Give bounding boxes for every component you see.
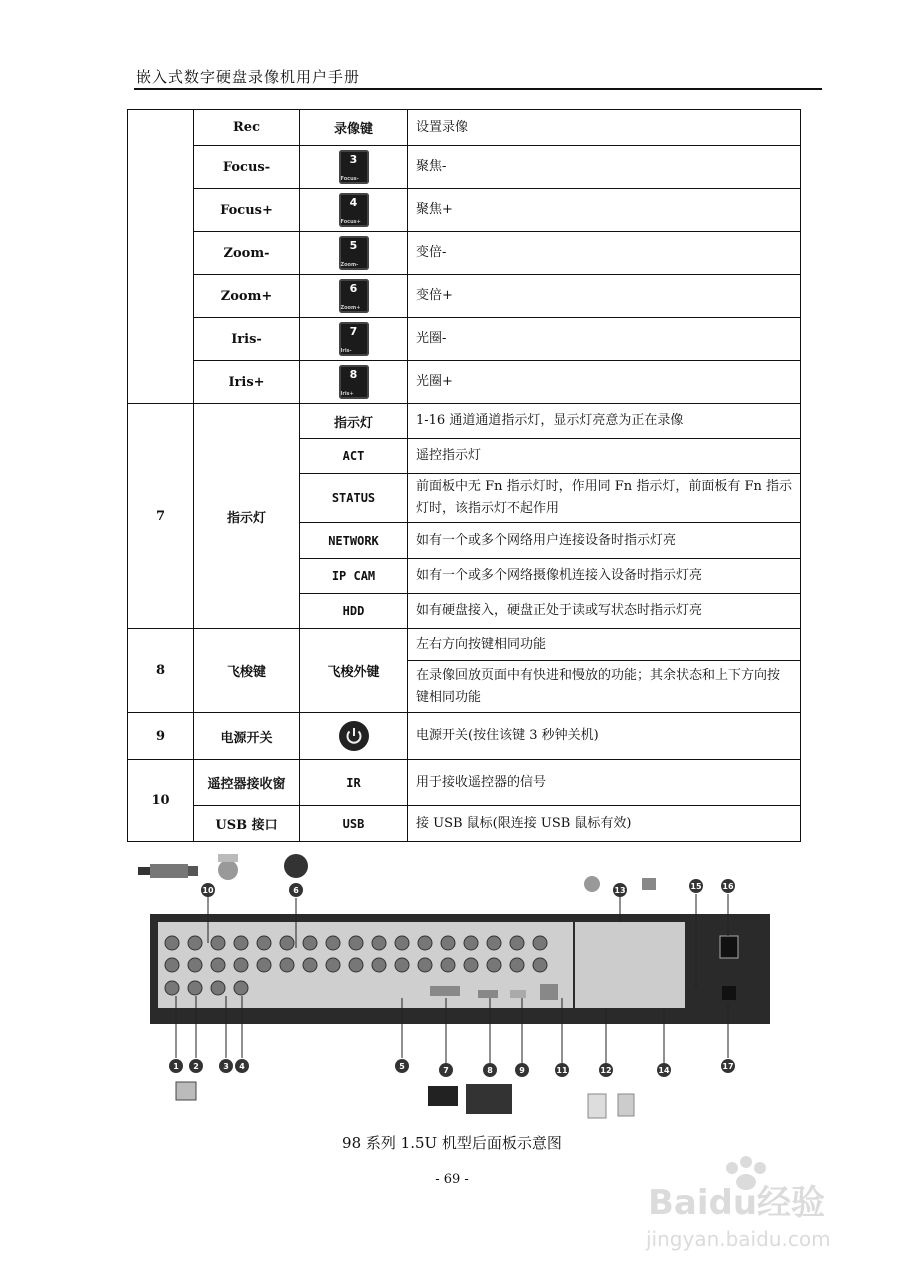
iris-plus-key-icon: 8 Iris+ xyxy=(339,365,369,399)
cell-num: 8 xyxy=(128,629,194,713)
cell-desc: 前面板中无 Fn 指示灯时，作用同 Fn 指示灯，前面板有 Fn 指示灯时，该指示灯不起作用 xyxy=(408,474,801,523)
callout-14: 14 xyxy=(658,1066,670,1075)
cell-key: ACT xyxy=(300,439,408,474)
cell-desc: 在录像回放页面中有快进和慢放的功能；其余状态和上下方向按键相同功能 xyxy=(408,661,801,713)
cell-desc: 如有一个或多个网络摄像机连接入设备时指示灯亮 xyxy=(408,559,801,594)
cell-key: HDD xyxy=(300,594,408,629)
usb-port xyxy=(510,990,526,998)
table-row xyxy=(128,806,801,842)
cell-name: Iris+ xyxy=(194,361,300,404)
focus-plus-key-icon: 4 Focus+ xyxy=(339,193,369,227)
cell-desc: 如有硬盘接入，硬盘正处于读或写状态时指示灯亮 xyxy=(408,594,801,629)
callout-9: 9 xyxy=(519,1066,525,1075)
cell-name: 电源开关 xyxy=(194,713,300,760)
lan-port xyxy=(540,984,558,1000)
baidu-watermark xyxy=(640,1150,860,1260)
tv-monitor-icon xyxy=(466,1084,512,1114)
watermark-brand: Baidu经验 xyxy=(648,1183,826,1223)
alarm-siren-icon xyxy=(618,1094,634,1116)
monitor-icon xyxy=(428,1086,458,1106)
power-icon xyxy=(339,721,369,751)
cell-desc: 左右方向按键相同功能 xyxy=(408,629,801,661)
callout-10: 10 xyxy=(202,886,214,895)
cell-key xyxy=(300,232,408,275)
cell-key xyxy=(300,361,408,404)
cell-desc: 变倍- xyxy=(408,232,801,275)
callout-3: 3 xyxy=(223,1062,229,1071)
cell-num xyxy=(128,110,194,404)
cell-name: USB 接口 xyxy=(194,806,300,842)
callout-16: 16 xyxy=(722,882,734,891)
watermark-url: jingyan.baidu.com xyxy=(646,1227,831,1251)
table-row xyxy=(128,110,801,146)
table-row xyxy=(128,189,801,232)
cell-name: Focus+ xyxy=(194,189,300,232)
table-row xyxy=(128,629,801,661)
callout-2: 2 xyxy=(193,1062,199,1071)
zoom-plus-key-icon: 6 Zoom+ xyxy=(339,279,369,313)
cell-key: STATUS xyxy=(300,474,408,523)
cell-key: USB xyxy=(300,806,408,842)
focus-minus-key-icon: 3 Focus- xyxy=(339,150,369,184)
cell-key: 飞梭外键 xyxy=(300,629,408,713)
callout-5: 5 xyxy=(399,1062,405,1071)
cell-desc: 光圈+ xyxy=(408,361,801,404)
document-header: 嵌入式数字硬盘录像机用户手册 xyxy=(136,68,361,86)
cell-desc: 1-16 通道通道指示灯，显示灯亮意为正在录像 xyxy=(408,404,801,439)
alarm-terminal-block xyxy=(575,922,685,1008)
cell-desc: 变倍+ xyxy=(408,275,801,318)
cell-key: 录像键 xyxy=(300,110,408,146)
table-row xyxy=(128,232,801,275)
camera-icon xyxy=(138,864,198,878)
cell-desc: 如有一个或多个网络用户连接设备时指示灯亮 xyxy=(408,523,801,559)
zoom-minus-key-icon: 5 Zoom- xyxy=(339,236,369,270)
cell-desc: 聚焦- xyxy=(408,146,801,189)
table-row xyxy=(128,361,801,404)
cell-key: NETWORK xyxy=(300,523,408,559)
callout-6: 6 xyxy=(293,886,299,895)
alarm-sensor-icon xyxy=(588,1094,606,1118)
callout-15: 15 xyxy=(690,882,702,891)
cell-desc: 接 USB 鼠标(限连接 USB 鼠标有效) xyxy=(408,806,801,842)
callout-8: 8 xyxy=(487,1066,493,1075)
cell-key xyxy=(300,275,408,318)
cell-key: IP CAM xyxy=(300,559,408,594)
callout-11: 11 xyxy=(556,1066,568,1075)
cell-desc: 遥控指示灯 xyxy=(408,439,801,474)
cell-desc: 设置录像 xyxy=(408,110,801,146)
cell-key xyxy=(300,146,408,189)
cell-desc: 聚焦+ xyxy=(408,189,801,232)
cell-name: Focus- xyxy=(194,146,300,189)
cell-name: 飞梭键 xyxy=(194,629,300,713)
callout-17: 17 xyxy=(722,1062,734,1071)
rear-panel-diagram xyxy=(130,848,790,1128)
vga-port xyxy=(430,986,460,996)
dc-input xyxy=(722,986,736,1000)
cell-num: 7 xyxy=(128,404,194,629)
callout-7: 7 xyxy=(443,1066,449,1075)
callout-13: 13 xyxy=(614,886,626,895)
audio-device-icon xyxy=(176,1082,196,1100)
cell-name: Zoom+ xyxy=(194,275,300,318)
table-row xyxy=(128,713,801,760)
callout-4: 4 xyxy=(239,1062,245,1071)
cell-name: 遥控器接收窗 xyxy=(194,760,300,806)
cell-name: Zoom- xyxy=(194,232,300,275)
header-rule xyxy=(134,88,822,90)
spec-table xyxy=(127,109,801,842)
cell-key: 指示灯 xyxy=(300,404,408,439)
cell-desc: 电源开关(按住该键 3 秒钟关机) xyxy=(408,713,801,760)
cell-name: Iris- xyxy=(194,318,300,361)
callout-1: 1 xyxy=(173,1062,179,1071)
callout-12: 12 xyxy=(600,1066,612,1075)
figure-caption: 98 系列 1.5U 机型后面板示意图 xyxy=(342,1134,562,1152)
table-row xyxy=(128,146,801,189)
cell-key xyxy=(300,318,408,361)
iris-minus-key-icon: 7 Iris- xyxy=(339,322,369,356)
hdmi-port xyxy=(478,990,498,998)
cell-key xyxy=(300,189,408,232)
dome-camera-icon xyxy=(218,854,238,880)
table-row xyxy=(128,404,801,439)
cell-num: 10 xyxy=(128,760,194,842)
cell-name: 指示灯 xyxy=(194,404,300,629)
page-number: - 69 - xyxy=(435,1172,469,1187)
power-switch xyxy=(720,936,738,958)
cell-name: Rec xyxy=(194,110,300,146)
table-row xyxy=(128,318,801,361)
mic-icon xyxy=(284,854,308,878)
cell-key xyxy=(300,713,408,760)
cell-desc: 光圈- xyxy=(408,318,801,361)
table-row xyxy=(128,275,801,318)
table-row xyxy=(128,760,801,806)
cell-num: 9 xyxy=(128,713,194,760)
cell-key: IR xyxy=(300,760,408,806)
cell-desc: 用于接收遥控器的信号 xyxy=(408,760,801,806)
